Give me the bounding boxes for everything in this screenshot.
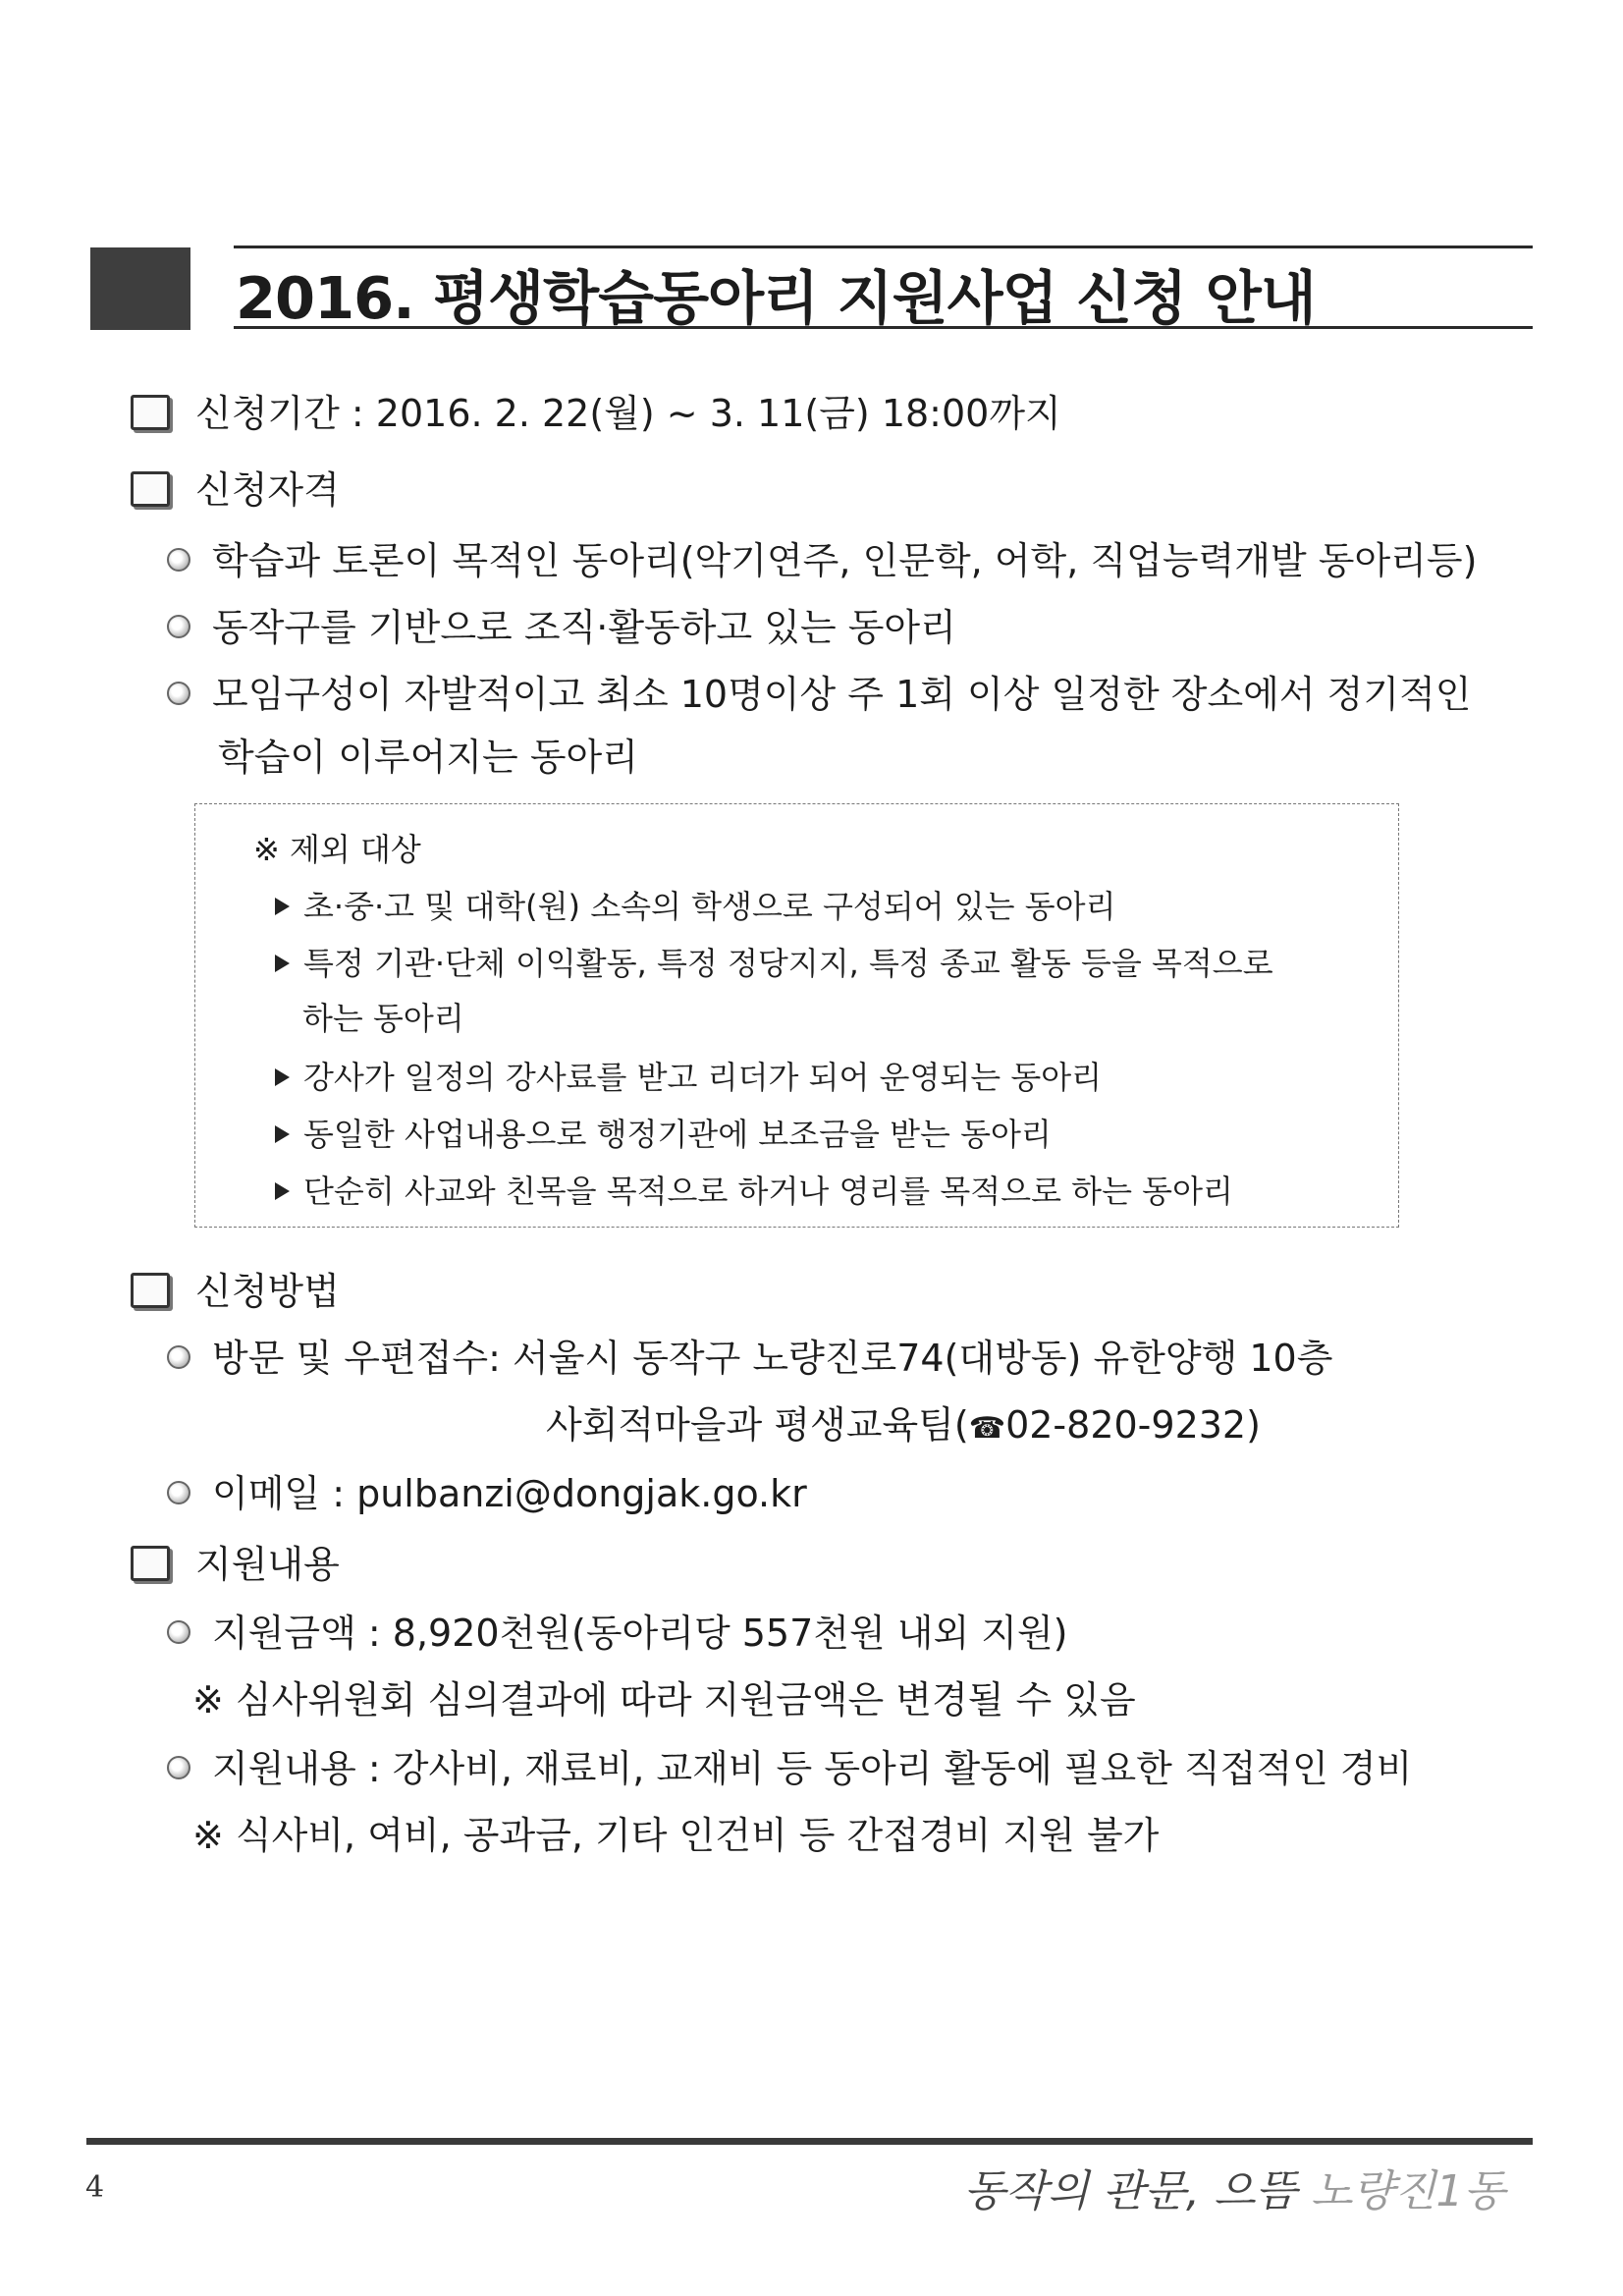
eligibility-item: 학습과 토론이 목적인 동아리(악기연주, 인문학, 어학, 직업능력개발 동아리등): [167, 530, 1477, 584]
support-amount: 지원금액 : 8,920천원(동아리당 557천원 내외 지원): [167, 1603, 1068, 1657]
exclusion-item: 초·중·고 및 대학(원) 소속의 학생으로 구성되어 있는 동아리: [275, 882, 1116, 927]
footer-rule: [86, 2138, 1533, 2145]
section-support: [131, 1534, 340, 1588]
checkbox-icon: [131, 1546, 170, 1581]
triangle-bullet-icon: [275, 1068, 290, 1086]
eligibility-item: 모임구성이 자발적이고 최소 10명이상 주 1회 이상 일정한 장소에서 정기적인: [167, 664, 1472, 718]
exclusion-heading: ※ 제외 대상: [253, 831, 421, 868]
support-content: 지원내용 : 강사비, 재료비, 교재비 등 동아리 활동에 필요한 직접적인 경비: [167, 1738, 1412, 1792]
method-visit: 방문 및 우편접수: 서울시 동작구 노량진로74(대방동) 유한양행 10층: [167, 1328, 1332, 1382]
method-heading: 신청방법: [195, 1270, 340, 1313]
checkbox-icon: [131, 395, 170, 430]
exclusion-item-continued: 하는 동아리: [302, 1000, 464, 1037]
checkbox-icon: [131, 471, 170, 507]
support-content-note: ※ 식사비, 여비, 공과금, 기타 인건비 등 간접경비 지원 불가: [192, 1814, 1160, 1857]
section-method: [131, 1261, 340, 1315]
circle-bullet-icon: [167, 1620, 190, 1644]
phone-icon: ☎: [968, 1411, 1006, 1446]
exclusion-item: 단순히 사교와 친목을 목적으로 하거나 영리를 목적으로 하는 동아리: [275, 1167, 1233, 1212]
support-heading: 지원내용: [195, 1543, 340, 1586]
circle-bullet-icon: [167, 615, 190, 638]
checkbox-icon: [131, 1273, 170, 1308]
footer-slogan: 동작의 관문, 으뜸 노량진1동: [963, 2166, 1505, 2216]
title-rule-top: [234, 246, 1533, 248]
eligibility-item: 동작구를 기반으로 조직·활동하고 있는 동아리: [167, 597, 956, 651]
title-block-decoration: [90, 247, 190, 330]
section-eligibility: [131, 460, 340, 514]
eligibility-heading: 신청자격: [195, 468, 340, 512]
triangle-bullet-icon: [275, 955, 290, 972]
triangle-bullet-icon: [275, 1182, 290, 1200]
page-number: 4: [85, 2170, 105, 2205]
circle-bullet-icon: [167, 1481, 190, 1504]
eligibility-item-continued: 학습이 이루어지는 동아리: [218, 736, 638, 779]
circle-bullet-icon: [167, 548, 190, 572]
section-period: [131, 383, 1061, 437]
period-text: 신청기간 : 2016. 2. 22(월) ~ 3. 11(금) 18:00까지: [195, 392, 1061, 435]
title-rule-bottom: [234, 326, 1533, 329]
method-email: 이메일 : pulbanzi@dongjak.go.kr: [167, 1463, 807, 1517]
method-visit-team: 사회적마을과 평생교육팀(☎02-820-9232): [546, 1403, 1261, 1447]
exclusion-item: 특정 기관·단체 이익활동, 특정 정당지지, 특정 종교 활동 등을 목적으로: [275, 939, 1273, 984]
exclusion-item: 강사가 일정의 강사료를 받고 리더가 되어 운영되는 동아리: [275, 1053, 1102, 1098]
triangle-bullet-icon: [275, 898, 290, 915]
circle-bullet-icon: [167, 682, 190, 705]
exclusion-item: 동일한 사업내용으로 행정기관에 보조금을 받는 동아리: [275, 1110, 1052, 1155]
circle-bullet-icon: [167, 1345, 190, 1369]
triangle-bullet-icon: [275, 1125, 290, 1143]
page-title: 2016. 평생학습동아리 지원사업 신청 안내: [236, 264, 1316, 332]
circle-bullet-icon: [167, 1756, 190, 1779]
support-amount-note: ※ 심사위원회 심의결과에 따라 지원금액은 변경될 수 있음: [192, 1678, 1136, 1722]
